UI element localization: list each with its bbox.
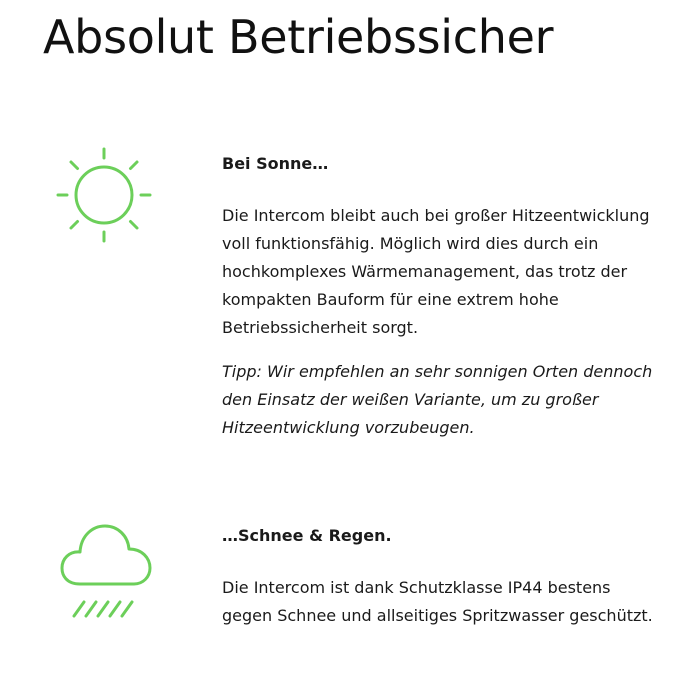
feature-body — [222, 150, 662, 442]
feature-heading: …Schnee & Regen. — [222, 526, 392, 545]
page-title: Absolut Betriebssicher — [43, 10, 554, 64]
feature-tip: Tipp: Wir empfehlen an sehr sonnigen Orten dennoch den Einsatz der weißen Variante, um zu großer Hitzeentwicklung vorzubeugen. — [222, 362, 653, 437]
feature-body — [222, 522, 662, 630]
rain-cloud-icon — [52, 514, 156, 630]
feature-text: Die Intercom ist dank Schutzklasse IP44 bestens gegen Schnee und allseitiges Spritzwasser geschützt. — [222, 578, 653, 625]
sun-icon — [52, 143, 156, 251]
feature-text: Die Intercom bleibt auch bei großer Hitzeentwicklung voll funktionsfähig. Möglich wird dies durch ein hochkomplexes Wärmemanagement, das trotz der kompakten Bauform für eine extrem hohe Betriebssicherheit sorgt. — [222, 206, 650, 337]
feature-heading: Bei Sonne… — [222, 154, 329, 173]
